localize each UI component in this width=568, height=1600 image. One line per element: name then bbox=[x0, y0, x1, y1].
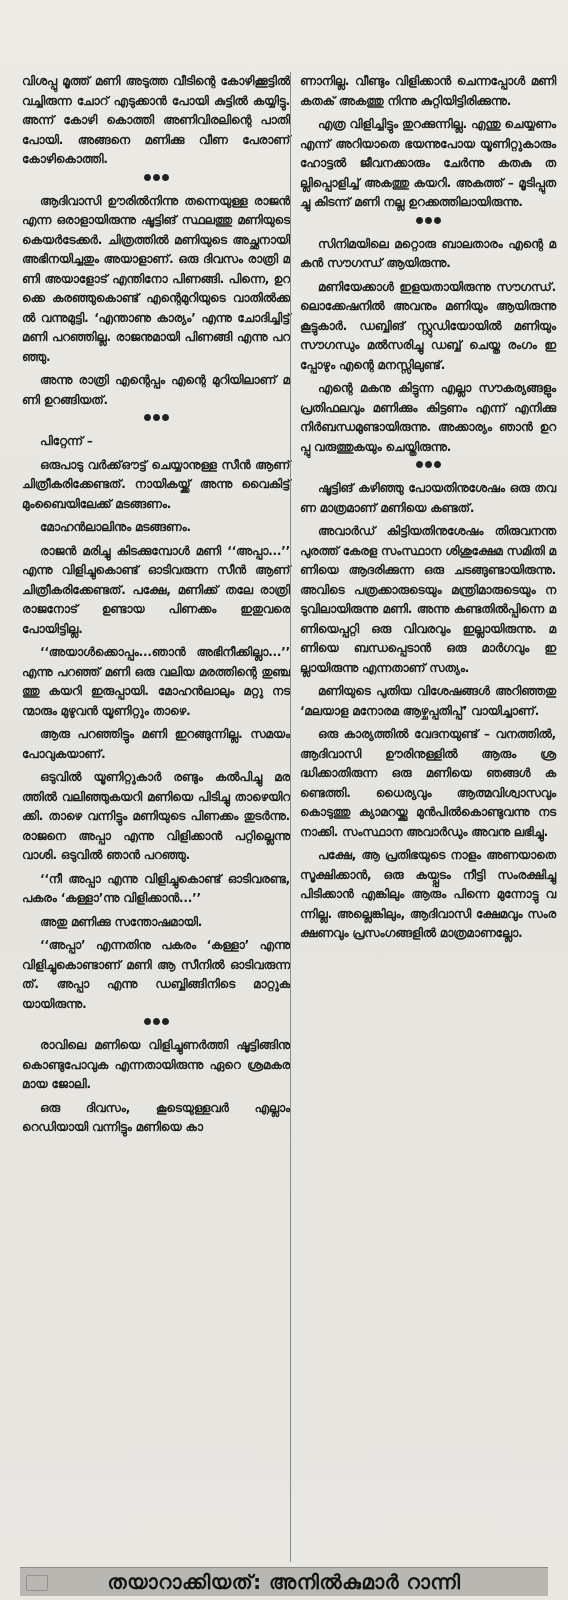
separator-dot-icon bbox=[416, 217, 423, 224]
separator-dot-icon bbox=[425, 217, 432, 224]
article-paragraph: പക്ഷേ, ആ പ്രതിഭയുടെ നാളം അണയാതെ സൂക്ഷിക്കാൻ, ഒരു കയ്പ്പടം നീട്ടി സംരക്ഷിച്ചു പിടിക്കാൻ എങ്കിലും ആരും പിന്നെ മുന്നോട്ടു വന്നില്ല. അല്ലെങ്കിലും, ആദിവാസി ക്ഷേമവും സംരക്ഷണവും പ്രസംഗങ്ങളിൽ മാത്രമാണല്ലോ. bbox=[300, 848, 556, 940]
article-paragraph: സിനിമയിലെ മറ്റൊരു ബാലതാരം എന്റെ മകൻ സൗഗന്ധ് ആയിരുന്നു. bbox=[300, 236, 556, 270]
article-paragraph: ഒടുവിൽ യൂണിറ്റുകാർ രണ്ടും കൽപിച്ചു മരത്തിൽ വലിഞ്ഞുകയറി മണിയെ പിടിച്ചു താഴെയിറക്കി. താഴെ വന്നിട്ടും മണിയുടെ പിണക്കം തുടർന്നു. രാജനെ അപ്പാ എന്നു വിളിക്കാൻ പറ്റില്ലെന്നു വാശി. ഒടുവിൽ ഞാൻ പറഞ്ഞു. bbox=[22, 770, 290, 862]
section-separator-icon bbox=[22, 1018, 290, 1028]
byline-bar bbox=[20, 1567, 548, 1596]
section-separator-icon bbox=[22, 414, 290, 424]
right-column bbox=[300, 72, 556, 948]
article-paragraph: ആരു പറഞ്ഞിട്ടും മണി ഇറങ്ങുന്നില്ല. സമയം പോവുകയാണ്. bbox=[22, 727, 290, 761]
separator-dot-icon bbox=[162, 174, 169, 181]
article-paragraph: ഷൂട്ടിങ് കഴിഞ്ഞു പോയതിനുശേഷം ഒരു തവണ മാത്രമാണ് മണിയെ കണ്ടത്. bbox=[300, 481, 556, 515]
article-paragraph: ‘‘അയാൾക്കൊപ്പം...ഞാൻ അഭിനീക്കില്ലാ...’’ എന്നു പറഞ്ഞ് മണി ഒരു വലിയ മരത്തിന്റെ തുഞ്ചത്തു കയറി ഇരുപ്പായി. മോഹൻലാലും മറ്റു നടന്മാരും മുഴുവൻ യൂണിറ്റും താഴെ. bbox=[22, 645, 290, 718]
article-paragraph: ഒരു കാര്യത്തിൽ വേദനയുണ്ട് – വനത്തിൽ, ആദിവാസി ഊരിനുള്ളിൽ ആരും ശ്രദ്ധിക്കാതിരുന്ന ഒരു മണിയെ ഞങ്ങൾ കണ്ടെത്തി. ധൈര്യവും ആത്മവിശ്വാസവും കൊടുത്തു ക്യാമറയ്ക്കു മുൻപിൽകൊണ്ടുവന്നു നടനാക്കി. സംസ്ഥാന അവാർഡും അവനു ലഭിച്ചു. bbox=[300, 727, 556, 839]
byline-credit: തയാറാക്കിയത്: അനിൽകുമാർ റാന്നി bbox=[107, 1570, 461, 1594]
article-paragraph: എന്റെ മകനു കിട്ടുന്ന എല്ലാ സൗകര്യങ്ങളും പ്രതിഫലവും മണിക്കും കിട്ടണം എന്ന് എനിക്കു നിർബന്ധമുണ്ടായിരുന്നു. അക്കാര്യം ഞാൻ ഉറപ്പു വരുത്തുകയും ചെയ്തിരുന്നു. bbox=[300, 381, 556, 454]
separator-dot-icon bbox=[162, 414, 169, 421]
separator-dot-icon bbox=[434, 217, 441, 224]
logo-mark-icon bbox=[26, 1575, 48, 1591]
article-paragraph: രാജൻ മരിച്ചു കിടക്കുമ്പോൾ മണി ‘‘അപ്പാ...’’ എന്നു വിളിച്ചുകൊണ്ട് ഓടിവരുന്ന സീൻ ആണ് ചിത്രീകരിക്കേണ്ടത്. പക്ഷേ, മണിക്ക് തലേ രാത്രി രാജനോട് ഉണ്ടായ പിണക്കം ഇതുവരെ പോയിട്ടില്ല. bbox=[22, 543, 290, 636]
article-paragraph: രാവിലെ മണിയെ വിളിച്ചുണർത്തി ഷൂട്ടിങ്ങിനു കൊണ്ടുപോവുക എന്നതായിരുന്നു ഏറെ ശ്രമകരമായ ജോലി. bbox=[22, 1038, 290, 1091]
article-paragraph: ണാനില്ല. വീണ്ടും വിളിക്കാൻ ചെന്നപ്പോൾ മണി കതക് അകത്തു നിന്നു കുറ്റിയിട്ടിരിക്കുന്നു. bbox=[300, 74, 556, 108]
separator-dot-icon bbox=[162, 1018, 169, 1025]
separator-dot-icon bbox=[425, 461, 432, 468]
article-paragraph: പിറ്റേന്ന് – bbox=[40, 434, 93, 448]
separator-dot-icon bbox=[144, 174, 151, 181]
article-paragraph: അന്നു രാത്രി എന്റെപ്പം എന്റെ മുറിയിലാണ് മണി ഉറങ്ങിയത്. bbox=[22, 373, 290, 407]
article-paragraph: അതു മണിക്കു സന്തോഷമായി. bbox=[40, 914, 203, 929]
separator-dot-icon bbox=[144, 414, 151, 421]
section-separator-icon bbox=[300, 461, 556, 471]
article-paragraph: വിശപ്പു മൂത്ത് മണി അടുത്ത വീടിന്റെ കോഴിക്കൂട്ടിൽ വച്ചിരുന്ന ചോറ് എടുക്കാൻ പോയി കുട്ടിൽ കയ്യിട്ടു. അന്ന് കോഴി കൊത്തി അണിവിരലിന്റെ പാതി പോയി. അങ്ങനെ മണിക്കു വീണ പേരാണ് കോഴികൊത്തി. bbox=[22, 74, 290, 166]
separator-dot-icon bbox=[144, 1018, 151, 1025]
section-separator-icon bbox=[22, 174, 290, 184]
separator-dot-icon bbox=[153, 174, 160, 181]
article-paragraph: മോഹൻലാലിനും മടങ്ങണം. bbox=[40, 520, 191, 534]
separator-dot-icon bbox=[416, 461, 423, 468]
article-paragraph: ‘‘അപ്പാ’ എന്നതിനു പകരം ‘കള്ളാ’ എന്നു വിളിച്ചുകൊണ്ടാണ് മണി ആ സീനിൽ ഓടിവരുന്നത്. അപ്പാ എന്നു ഡബ്ബിങ്ങിനിടെ മാറ്റുകയായിരുന്നു. bbox=[22, 938, 290, 1011]
column-divider bbox=[290, 72, 291, 1562]
article-paragraph: ഒരുപാടു വർക്ക്ഔട്ട് ചെയ്യാനുള്ള സീൻ ആണ് ചിത്രീകരിക്കേണ്ടത്. നായികയ്ക്ക് അന്നു വൈകിട്ട് മുംബൈയിലേക്ക് മടങ്ങണം. bbox=[22, 457, 290, 511]
article-paragraph: ആദിവാസി ഊരിൽനിന്നു തന്നെയുള്ള രാജൻ എന്ന ഒരാളായിരുന്നു ഷൂട്ടിങ് സ്ഥലത്തു മണിയുടെ കെയർടേക്കർ. ചിത്രത്തിൽ മണിയുടെ അച്ഛനായി അഭിനയിച്ചതും അയാളാണ്. ഒരു ദിവസം രാത്രി മണി അയാളോട് എന്തിനോ പിണങ്ങി. പിന്നെ, ഉറക്കെ കരഞ്ഞുകൊണ്ട് എന്റെമുറിയുടെ വാതിൽക്കൽ വന്നുമുട്ടി. ‘എന്താണു കാര്യം’ എന്നു ചോദിച്ചിട്ട് മണി പറഞ്ഞില്ല. രാജനുമായി പിണങ്ങി എന്നു പറഞ്ഞു. bbox=[22, 193, 290, 364]
separator-dot-icon bbox=[434, 461, 441, 468]
separator-dot-icon bbox=[153, 414, 160, 421]
article-paragraph: മണിയുടെ പുതിയ വിശേഷങ്ങൾ അറിഞ്ഞതു ‘മലയാള മനോരമ ആഴ്ചപ്പതിപ്പ്’ വായിച്ചാണ്. bbox=[300, 684, 556, 718]
section-separator-icon bbox=[300, 217, 556, 227]
article-paragraph: അവാർഡ് കിട്ടിയതിനുശേഷം തിരുവനന്തപുരത്ത് കേരള സംസ്ഥാന ശിശുക്ഷേമ സമിതി മണിയെ ആദരിക്കുന്ന ഒരു ചടങ്ങുണ്ടായിരുന്നു. അവിടെ പത്രക്കാരുടെയും മന്ത്രിമാരുടെയും നടുവിലായിരുന്നു മണി. അന്നു കണ്ടതിൽപ്പിന്നെ മണിയെപ്പറ്റി ഒരു വിവരവും ഇല്ലായിരുന്നു. മണിയെ ബന്ധപ്പെടാൻ ഒരു മാർഗവും ഇല്ലായിരുന്നു എന്നതാണ് സത്യം. bbox=[300, 524, 556, 675]
article-paragraph: ഒരു ദിവസം, കൂടെയുള്ളവർ എല്ലാം റെഡിയായി വന്നിട്ടും മണിയെ കാ bbox=[22, 1100, 290, 1134]
separator-dot-icon bbox=[153, 1018, 160, 1025]
left-column bbox=[22, 72, 290, 1142]
article-paragraph: എത്ര വിളിച്ചിട്ടും തുറക്കുന്നില്ല. എന്തു ചെയ്യണം എന്ന് അറിയാതെ ഭയന്നുപോയ യൂണിറ്റുകാരും ഹോട്ടൽ ജീവനക്കാരും ചേർന്നു കതകു തല്ലിപ്പൊളിച്ച് അകത്തു കയറി. അകത്ത് – മൂടിപ്പുതച്ചു കിടന്ന് മണി നല്ല ഉറക്കത്തിലായിരുന്നു. bbox=[300, 117, 556, 209]
article-paragraph: മണിയേക്കാൾ ഇളയതായിരുന്നു സൗഗന്ധ്. ലൊക്കേഷനിൽ അവനും മണിയും ആയിരുന്നു കൂട്ടുകാർ. ഡബ്ബിങ് സ്റ്റുഡിയോയിൽ മണിയും സൗഗന്ധും മൽസരിച്ചു ഡബ്ബ് ചെയ്ത രംഗം ഇപ്പോഴും എന്റെ മനസ്സിലുണ്ട്. bbox=[300, 279, 556, 372]
article-paragraph: ‘‘നീ അപ്പാ എന്നു വിളിച്ചുകൊണ്ട് ഓടിവരണ്ട, പകരം ‘കള്ളാ’ന്നു വിളിക്കാൻ...’’ bbox=[22, 871, 290, 905]
